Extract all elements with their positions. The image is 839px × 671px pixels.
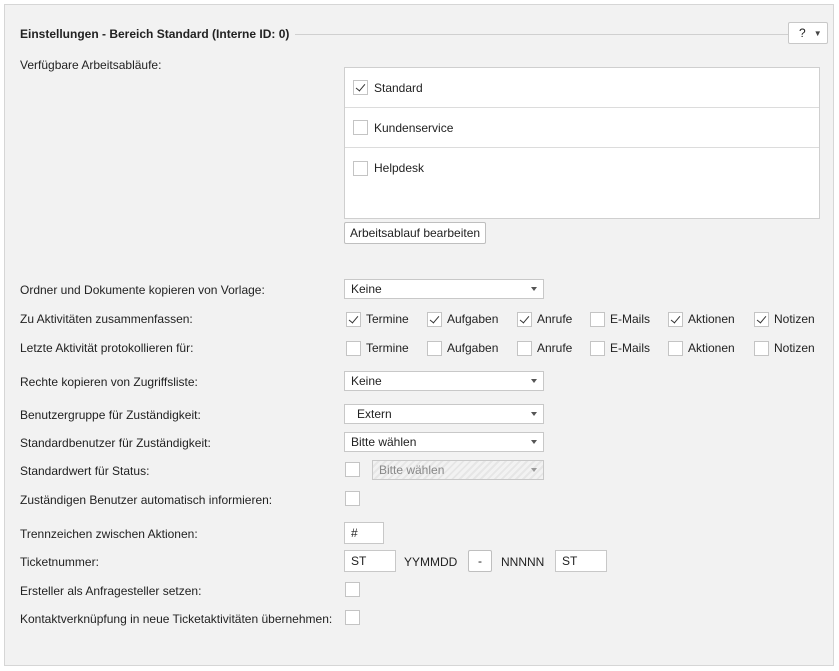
summarize-checkbox-aufgaben[interactable] xyxy=(427,312,442,327)
log-option-label: Anrufe xyxy=(537,341,573,355)
chevron-down-icon xyxy=(531,287,537,291)
user-group-value: Extern xyxy=(357,407,392,421)
log-checkbox-termine[interactable] xyxy=(346,341,361,356)
separator-input[interactable] xyxy=(344,522,384,544)
set-requester-label: Ersteller als Anfragesteller setzen: xyxy=(20,584,202,598)
workflow-item-label: Kundenservice xyxy=(374,120,454,135)
notify-user-label: Zuständigen Benutzer automatisch informieren: xyxy=(20,493,273,507)
copy-template-value: Keine xyxy=(351,282,382,296)
set-requester-checkbox[interactable] xyxy=(345,582,360,597)
summarize-option-termine[interactable] xyxy=(346,311,409,327)
log-option-termine[interactable] xyxy=(346,340,409,356)
copy-template-select[interactable] xyxy=(344,279,544,299)
edit-workflow-button[interactable]: Arbeitsablauf bearbeiten xyxy=(344,222,486,244)
log-checkbox-aktionen[interactable] xyxy=(668,341,683,356)
user-group-label: Benutzergruppe für Zuständigkeit: xyxy=(20,408,201,422)
workflow-list xyxy=(344,67,820,219)
log-option-label: E-Mails xyxy=(610,341,651,355)
chevron-down-icon xyxy=(531,468,537,472)
default-status-value: Bitte wählen xyxy=(379,463,445,477)
summarize-option-label: Notizen xyxy=(774,312,815,326)
workflow-item-label: Standard xyxy=(374,80,423,95)
ticket-date-format: YYMMDD xyxy=(404,555,458,569)
log-option-label: Aufgaben xyxy=(447,341,499,355)
default-status-label: Standardwert für Status: xyxy=(20,464,150,478)
notify-user-checkbox[interactable] xyxy=(345,491,360,506)
summarize-option-label: E-Mails xyxy=(610,312,651,326)
log-option-aufgaben[interactable] xyxy=(427,340,499,356)
summarize-checkbox-emails[interactable] xyxy=(590,312,605,327)
summarize-option-label: Anrufe xyxy=(537,312,573,326)
log-option-aktionen[interactable] xyxy=(668,340,735,356)
summarize-label: Zu Aktivitäten zusammenfassen: xyxy=(20,312,193,326)
page-title: Einstellungen - Bereich Standard (Interne ID: 0) xyxy=(20,27,290,41)
user-group-select[interactable] xyxy=(344,404,544,424)
chevron-down-icon xyxy=(531,440,537,444)
chevron-down-icon xyxy=(531,379,537,383)
log-option-anrufe[interactable] xyxy=(517,340,573,356)
log-option-label: Notizen xyxy=(774,341,815,355)
summarize-checkbox-notizen[interactable] xyxy=(754,312,769,327)
ticket-prefix-value: ST xyxy=(351,554,367,568)
workflow-item-helpdesk[interactable] xyxy=(345,148,819,188)
summarize-option-aktionen[interactable] xyxy=(668,311,735,327)
summarize-checkbox-aktionen[interactable] xyxy=(668,312,683,327)
summarize-option-anrufe[interactable] xyxy=(517,311,573,327)
log-checkbox-notizen[interactable] xyxy=(754,341,769,356)
contact-link-checkbox[interactable] xyxy=(345,610,360,625)
workflow-checkbox-standard[interactable] xyxy=(353,80,368,95)
log-activity-label: Letzte Aktivität protokollieren für: xyxy=(20,341,194,355)
workflow-item-kundenservice[interactable] xyxy=(345,108,819,148)
rights-copy-value: Keine xyxy=(351,374,382,388)
log-checkbox-aufgaben[interactable] xyxy=(427,341,442,356)
default-user-select[interactable] xyxy=(344,432,544,452)
ticket-suffix-input[interactable] xyxy=(555,550,607,572)
help-button[interactable] xyxy=(788,22,828,44)
default-user-label: Standardbenutzer für Zuständigkeit: xyxy=(20,436,211,450)
default-user-value: Bitte wählen xyxy=(351,435,417,449)
log-option-notizen[interactable] xyxy=(754,340,815,356)
chevron-down-icon: ▼ xyxy=(813,28,822,38)
chevron-down-icon xyxy=(531,412,537,416)
summarize-option-aufgaben[interactable] xyxy=(427,311,499,327)
workflow-checkbox-helpdesk[interactable] xyxy=(353,161,368,176)
log-checkbox-anrufe[interactable] xyxy=(517,341,532,356)
summarize-option-label: Termine xyxy=(366,312,409,326)
title-divider xyxy=(295,34,791,35)
copy-template-label: Ordner und Dokumente kopieren von Vorlage: xyxy=(20,283,265,297)
default-status-select xyxy=(372,460,544,480)
summarize-option-label: Aktionen xyxy=(688,312,735,326)
help-label: ? xyxy=(799,26,806,40)
separator-value: # xyxy=(351,526,358,540)
summarize-checkbox-termine[interactable] xyxy=(346,312,361,327)
log-option-label: Termine xyxy=(366,341,409,355)
default-status-checkbox[interactable] xyxy=(345,462,360,477)
rights-copy-select[interactable] xyxy=(344,371,544,391)
separator-label: Trennzeichen zwischen Aktionen: xyxy=(20,527,198,541)
contact-link-label: Kontaktverknüpfung in neue Ticketaktivitäten übernehmen: xyxy=(20,612,333,626)
summarize-option-label: Aufgaben xyxy=(447,312,499,326)
workflows-label: Verfügbare Arbeitsabläufe: xyxy=(20,58,162,72)
log-option-label: Aktionen xyxy=(688,341,735,355)
settings-panel xyxy=(4,4,834,666)
summarize-option-emails[interactable] xyxy=(590,311,651,327)
ticket-suffix-value: ST xyxy=(562,554,578,568)
summarize-option-notizen[interactable] xyxy=(754,311,815,327)
ticket-number-label: Ticketnummer: xyxy=(20,555,99,569)
log-checkbox-emails[interactable] xyxy=(590,341,605,356)
summarize-options xyxy=(346,311,826,329)
summarize-checkbox-anrufe[interactable] xyxy=(517,312,532,327)
workflow-checkbox-kundenservice[interactable] xyxy=(353,120,368,135)
rights-copy-label: Rechte kopieren von Zugriffsliste: xyxy=(20,375,198,389)
log-option-emails[interactable] xyxy=(590,340,651,356)
workflow-item-standard[interactable] xyxy=(345,68,819,108)
workflow-item-label: Helpdesk xyxy=(374,161,425,175)
ticket-counter-format: NNNNN xyxy=(501,555,545,569)
log-activity-options xyxy=(346,340,826,358)
ticket-separator-button[interactable]: - xyxy=(468,550,492,572)
ticket-prefix-input[interactable] xyxy=(344,550,396,572)
